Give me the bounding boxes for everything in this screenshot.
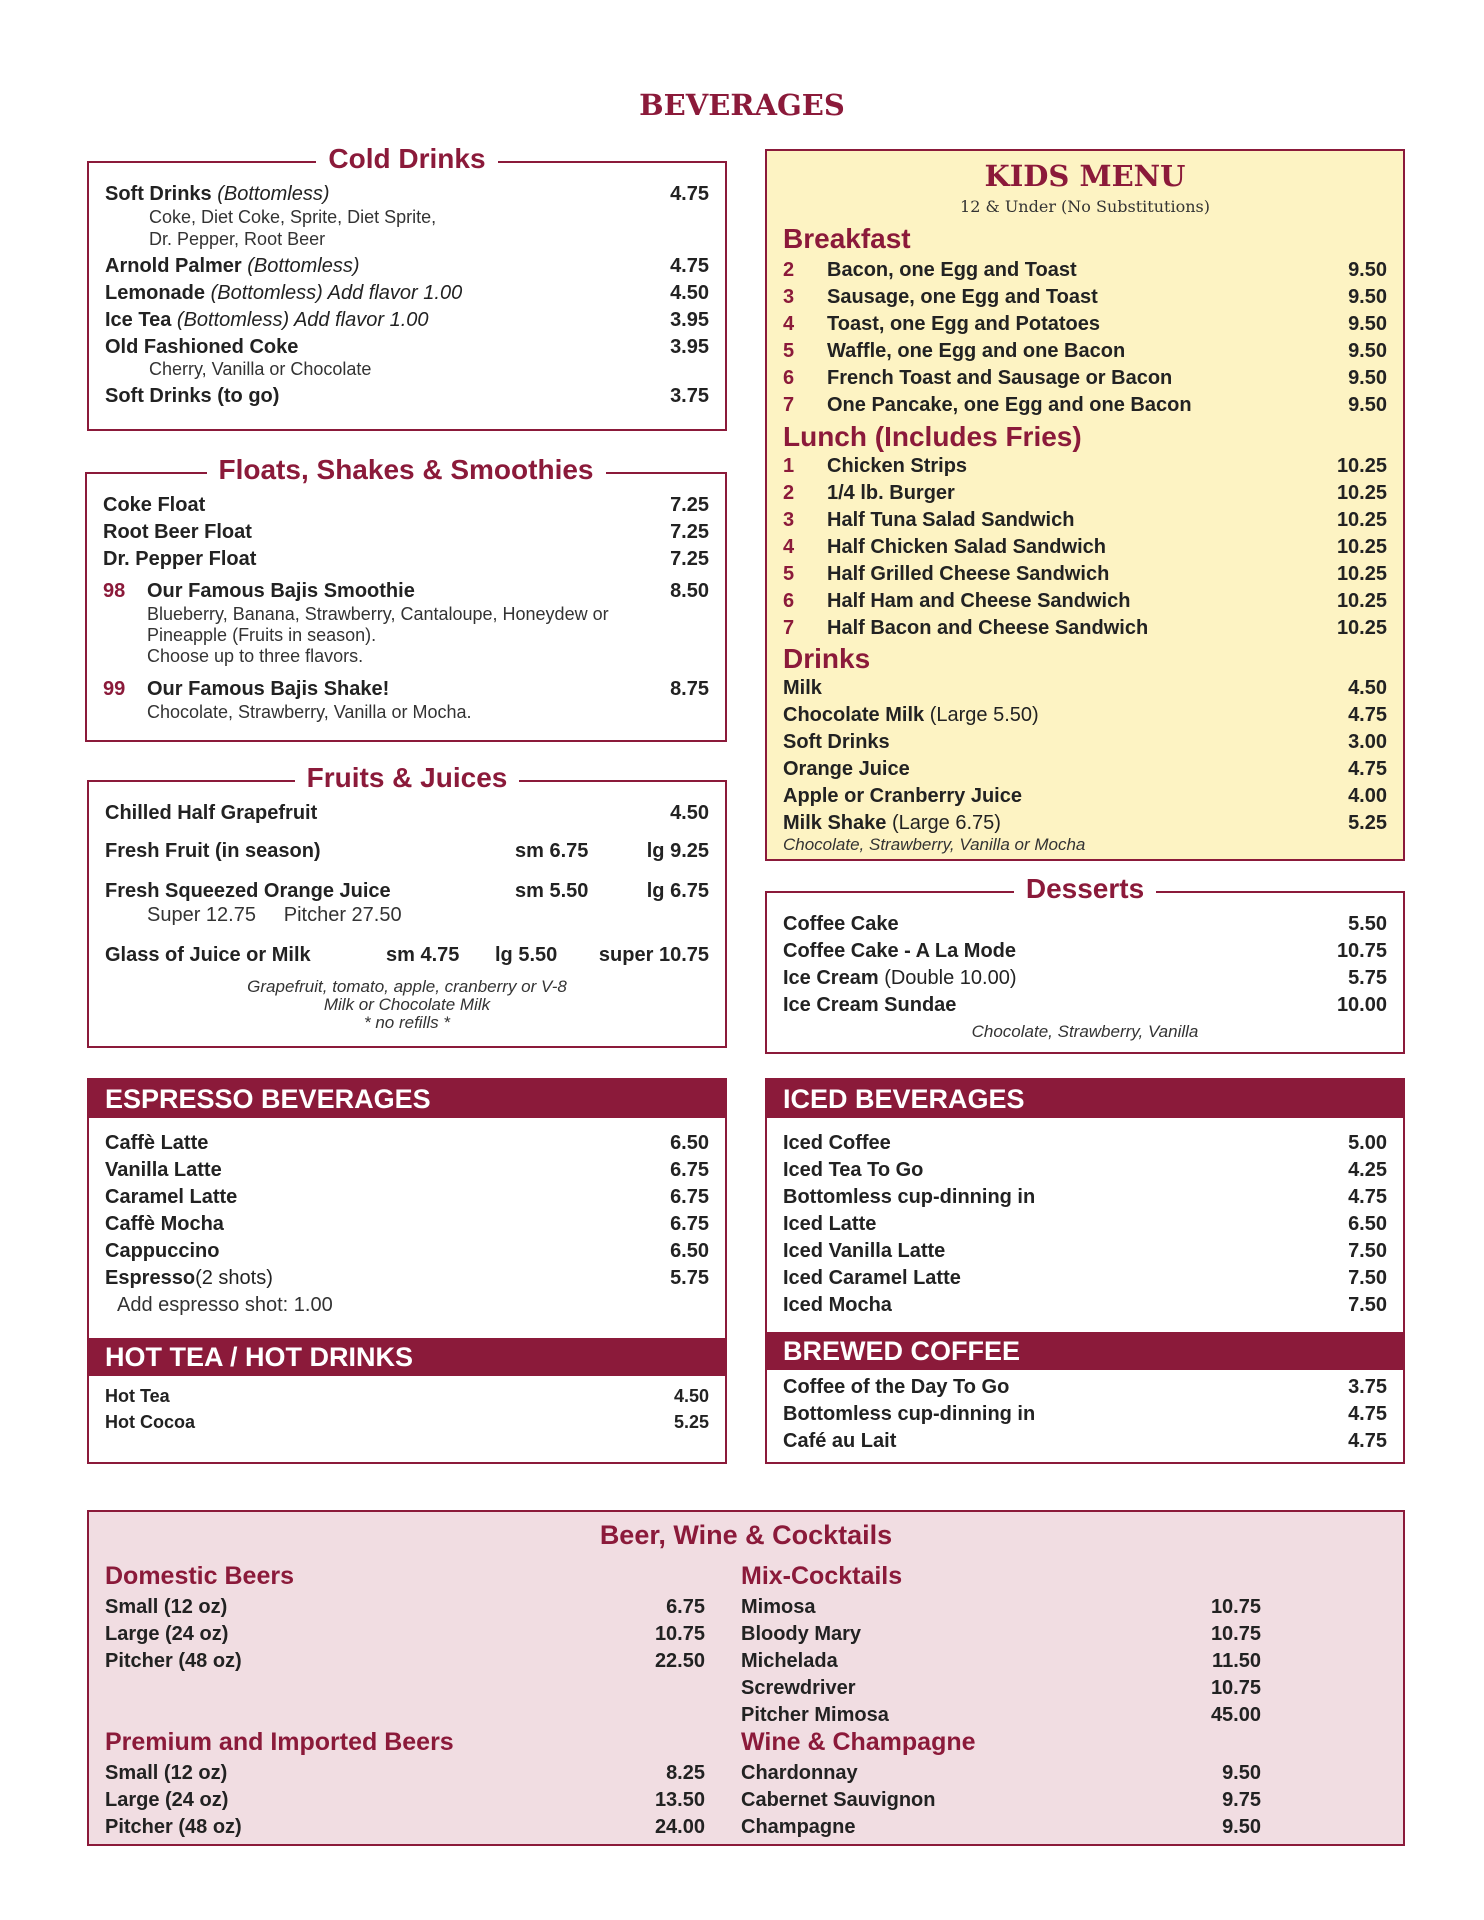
menu-item: 6 French Toast and Sausage or Bacon 9.50 xyxy=(783,367,1387,389)
menu-item: Coffee Cake - A La Mode 10.75 xyxy=(783,940,1387,962)
item-description: Chocolate, Strawberry, Vanilla or Mocha xyxy=(783,835,1086,854)
menu-item: 98 Our Famous Bajis Smoothie 8.50 xyxy=(103,580,709,602)
fruits-note: * no refills * xyxy=(364,1013,450,1032)
menu-item: Small (12 oz) 6.75 xyxy=(105,1596,705,1618)
menu-item: Arnold Palmer (Bottomless) 4.75 xyxy=(105,255,709,277)
fruits-box xyxy=(87,762,727,1048)
menu-item: Iced Caramel Latte 7.50 xyxy=(783,1267,1387,1289)
menu-item: Espresso(2 shots) 5.75 xyxy=(105,1267,709,1289)
menu-item: Caramel Latte 6.75 xyxy=(105,1186,709,1208)
menu-item: Iced Coffee 5.00 xyxy=(783,1132,1387,1154)
menu-item: Soft Drinks (to go) 3.75 xyxy=(105,385,709,407)
menu-item: Michelada 11.50 xyxy=(741,1650,1261,1672)
menu-item: Small (12 oz) 8.25 xyxy=(105,1762,705,1784)
menu-item: Iced Vanilla Latte 7.50 xyxy=(783,1240,1387,1262)
cocktails-heading: Mix-Cocktails xyxy=(741,1562,903,1590)
menu-item: Ice Cream (Double 10.00) 5.75 xyxy=(783,967,1387,989)
desserts-box xyxy=(765,873,1405,1054)
cold-drinks-box xyxy=(87,143,727,431)
menu-item: 99 Our Famous Bajis Shake! 8.75 xyxy=(103,678,709,700)
menu-item: Coffee Cake 5.50 xyxy=(783,913,1387,935)
menu-item: Chocolate Milk (Large 5.50) 4.75 xyxy=(783,704,1387,726)
menu-item: 7 Half Bacon and Cheese Sandwich 10.25 xyxy=(783,617,1387,639)
beer-wine-box xyxy=(87,1510,1405,1846)
menu-item: Orange Juice 4.75 xyxy=(783,758,1387,780)
item-description: Super 12.75 Pitcher 27.50 xyxy=(147,904,402,926)
floats-heading: Floats, Shakes & Smoothies xyxy=(207,454,606,485)
fruits-note: Grapefruit, tomato, apple, cranberry or V-8 xyxy=(247,977,567,996)
menu-item: Iced Mocha 7.50 xyxy=(783,1294,1387,1316)
menu-item: Hot Cocoa 5.25 xyxy=(105,1412,709,1432)
menu-item: Iced Latte 6.50 xyxy=(783,1213,1387,1235)
iced-heading: ICED BEVERAGES xyxy=(767,1080,1403,1118)
menu-item: Coffee of the Day To Go 3.75 xyxy=(783,1376,1387,1398)
espresso-box xyxy=(87,1078,727,1464)
kids-heading: KIDS MENU xyxy=(984,159,1186,193)
item-description: Coke, Diet Coke, Sprite, Diet Sprite, xyxy=(149,207,437,227)
item-description: Choose up to three flavors. xyxy=(147,646,364,666)
lunch-heading: Lunch (Includes Fries) xyxy=(783,421,1082,452)
menu-item: Bloody Mary 10.75 xyxy=(741,1623,1261,1645)
menu-item: Apple or Cranberry Juice 4.00 xyxy=(783,785,1387,807)
menu-item: Hot Tea 4.50 xyxy=(105,1386,709,1406)
menu-item: Ice Tea (Bottomless) Add flavor 1.00 3.95 xyxy=(105,309,709,331)
desserts-heading: Desserts xyxy=(1014,873,1156,904)
menu-item: Coke Float 7.25 xyxy=(103,494,709,516)
fruits-heading: Fruits & Juices xyxy=(295,762,520,793)
menu-item: Cabernet Sauvignon 9.75 xyxy=(741,1789,1261,1811)
menu-item: Lemonade (Bottomless) Add flavor 1.00 4.50 xyxy=(105,282,709,304)
menu-item: Fresh Squeezed Orange Juice sm 5.50 lg 6.75 xyxy=(105,880,709,902)
menu-item: Pitcher Mimosa 45.00 xyxy=(741,1704,1261,1726)
menu-item: Screwdriver 10.75 xyxy=(741,1677,1261,1699)
menu-item: Large (24 oz) 13.50 xyxy=(105,1789,705,1811)
page-title: BEVERAGES xyxy=(639,88,845,122)
menu-item: Fresh Fruit (in season) sm 6.75 lg 9.25 xyxy=(105,840,709,862)
espresso-heading: ESPRESSO BEVERAGES xyxy=(89,1080,725,1118)
menu-item: Old Fashioned Coke 3.95 xyxy=(105,336,709,358)
menu-item: 5 Waffle, one Egg and one Bacon 9.50 xyxy=(783,340,1387,362)
menu-item: Soft Drinks 3.00 xyxy=(783,731,1387,753)
hot-drinks-heading: HOT TEA / HOT DRINKS xyxy=(89,1338,725,1376)
fruits-note: Milk or Chocolate Milk xyxy=(323,995,491,1014)
premium-heading: Premium and Imported Beers xyxy=(105,1728,454,1756)
brewed-heading: BREWED COFFEE xyxy=(767,1332,1403,1370)
menu-item: Caffè Latte 6.50 xyxy=(105,1132,709,1154)
menu-item: 4 Half Chicken Salad Sandwich 10.25 xyxy=(783,536,1387,558)
menu-item: Café au Lait 4.75 xyxy=(783,1430,1387,1452)
item-description: Cherry, Vanilla or Chocolate xyxy=(149,359,372,379)
item-description: Blueberry, Banana, Strawberry, Cantaloupe, Honeydew or xyxy=(147,604,609,624)
domestic-heading: Domestic Beers xyxy=(105,1562,294,1590)
menu-item: 2 1/4 lb. Burger 10.25 xyxy=(783,482,1387,504)
menu-item: 2 Bacon, one Egg and Toast 9.50 xyxy=(783,259,1387,281)
item-description: Pineapple (Fruits in season). xyxy=(147,625,377,645)
menu-item: 1 Chicken Strips 10.25 xyxy=(783,455,1387,477)
drinks-heading: Drinks xyxy=(783,643,871,674)
menu-item: 5 Half Grilled Cheese Sandwich 10.25 xyxy=(783,563,1387,585)
menu-item: 6 Half Ham and Cheese Sandwich 10.25 xyxy=(783,590,1387,612)
iced-box xyxy=(765,1078,1405,1464)
menu-item: Caffè Mocha 6.75 xyxy=(105,1213,709,1235)
menu-item: Pitcher (48 oz) 22.50 xyxy=(105,1650,705,1672)
breakfast-heading: Breakfast xyxy=(783,223,911,254)
menu-item: Milk Shake (Large 6.75) 5.25 xyxy=(783,812,1387,834)
kids-subheading: 12 & Under (No Substitutions) xyxy=(960,197,1210,216)
menu-item: Large (24 oz) 10.75 xyxy=(105,1623,705,1645)
beer-wine-heading: Beer, Wine & Cocktails xyxy=(599,1520,893,1550)
menu-item: Bottomless cup-dinning in 4.75 xyxy=(783,1403,1387,1425)
item-description: Dr. Pepper, Root Beer xyxy=(149,229,326,249)
floats-box xyxy=(85,454,727,742)
menu-item: 4 Toast, one Egg and Potatoes 9.50 xyxy=(783,313,1387,335)
menu-item: Iced Tea To Go 4.25 xyxy=(783,1159,1387,1181)
menu-item: Chardonnay 9.50 xyxy=(741,1762,1261,1784)
menu-item: Soft Drinks (Bottomless) 4.75 xyxy=(105,183,709,205)
kids-menu-box xyxy=(765,149,1405,861)
wine-heading: Wine & Champagne xyxy=(741,1728,976,1756)
menu-item: Milk 4.50 xyxy=(783,677,1387,699)
menu-item: Bottomless cup-dinning in 4.75 xyxy=(783,1186,1387,1208)
menu-item: 3 Half Tuna Salad Sandwich 10.25 xyxy=(783,509,1387,531)
menu-item: Vanilla Latte 6.75 xyxy=(105,1159,709,1181)
menu-item: Chilled Half Grapefruit 4.50 xyxy=(105,802,709,824)
menu-item: Cappuccino 6.50 xyxy=(105,1240,709,1262)
cold-drinks-heading: Cold Drinks xyxy=(316,143,497,174)
menu-item: Mimosa 10.75 xyxy=(741,1596,1261,1618)
menu-item: Dr. Pepper Float 7.25 xyxy=(103,548,709,570)
add-shot-note: Add espresso shot: 1.00 xyxy=(117,1294,333,1316)
menu-item: Champagne 9.50 xyxy=(741,1816,1261,1838)
desserts-note: Chocolate, Strawberry, Vanilla xyxy=(971,1022,1199,1041)
menu-item: Root Beer Float 7.25 xyxy=(103,521,709,543)
menu-item: Pitcher (48 oz) 24.00 xyxy=(105,1816,705,1838)
menu-item: 7 One Pancake, one Egg and one Bacon 9.50 xyxy=(783,394,1387,416)
menu-item: 3 Sausage, one Egg and Toast 9.50 xyxy=(783,286,1387,308)
item-description: Chocolate, Strawberry, Vanilla or Mocha. xyxy=(147,702,472,722)
menu-item: Ice Cream Sundae 10.00 xyxy=(783,994,1387,1016)
menu-item: Glass of Juice or Milk sm 4.75 lg 5.50 super 10.75 xyxy=(105,944,709,966)
